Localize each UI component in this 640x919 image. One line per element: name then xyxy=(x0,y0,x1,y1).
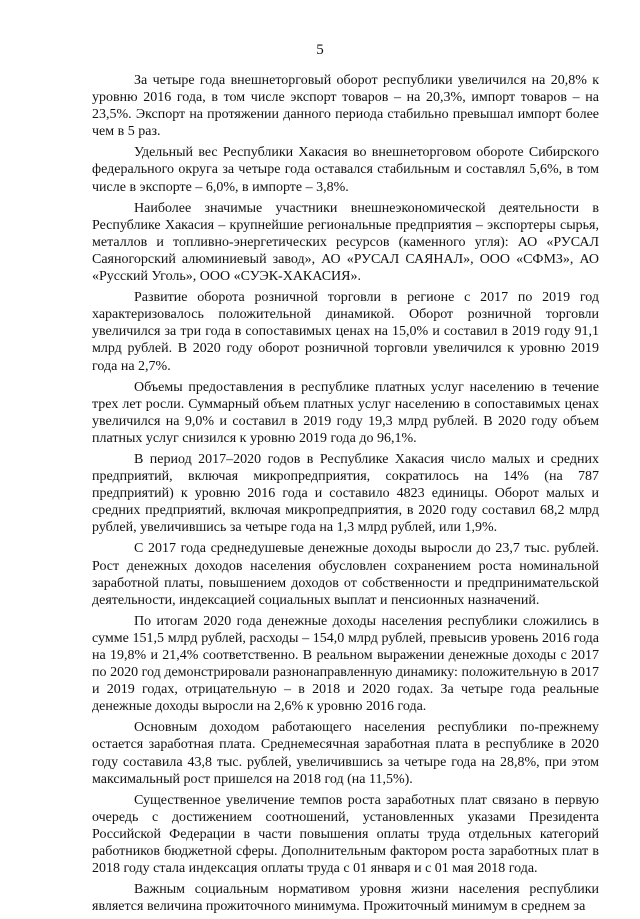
paragraph-paid-services: Объемы предоставления в республике платных услуг населению в течение трех лет росли. Суммарный объем платных услуг населению в сопоставимых ценах увеличился на 9,0% и составил в 2019 году 19,3 млрд рублей. В 2020 году объем платных услуг снизился к уровню 2019 года до 96,1%. xyxy=(92,379,599,446)
page-number: 5 xyxy=(316,42,324,58)
paragraph-retail-turnover: Развитие оборота розничной торговли в регионе с 2017 по 2019 год характеризовалось положительной динамикой. Оборот розничной торговли увеличился за три года в сопоставимых ценах на 15,0% и составил в 2019 году 91,1 млрд рублей. В 2020 году оборот розничной торговли увеличился к уровню 2019 года на 2,7%. xyxy=(92,290,599,374)
paragraph-foreign-trade-turnover: За четыре года внешнеторговый оборот республики увеличился на 20,8% к уровню 2016 года, в том числе экспорт товаров – на 20,3%, импорт товаров – на 23,5%. Экспорт на протяжении данного периода стабильно превышал импорт более чем в 5 раз. xyxy=(92,73,599,140)
paragraph-subsistence-minimum: Важным социальным нормативом уровня жизни населения республики является величина прожиточного минимума. Прожиточный минимум в среднем за xyxy=(92,882,599,915)
paragraph-income-2020: По итогам 2020 года денежные доходы населения республики сложились в сумме 151,5 млрд рублей, расходы – 154,0 млрд рублей, превысив уровень 2016 года на 19,8% и 21,4% соответственно. В реальном выражении денежные доходы с 2017 по 2020 год демонстрировали разнонаправленную динамику: положительную в 2017 и 2019 годах, отрицательную – в 2018 и 2020 годах. За четыре года реальные денежные доходы выросли на 2,6% к уровню 2016 года. xyxy=(92,613,599,715)
paragraph-key-participants: Наиболее значимые участники внешнеэкономической деятельности в Республике Хакасия – крупнейшие региональные предприятия – экспортеры сырья, металлов и топливно-энергетических ресурсов (каменного угля): АО «РУСАЛ Саяногорский алюминиевый завод», АО «РУСАЛ САЯНАЛ», ООО «СФМЗ», АО «Русский Уголь», ООО «СУЭК-ХАКАСИЯ». xyxy=(92,200,599,285)
paragraph-wages: Основным доходом работающего населения республики по-прежнему остается заработная плата. Среднемесячная заработная плата в республике в 2020 году составила 43,8 тыс. рублей, увеличившись за четыре года на 28,8%, при этом максимальный рост пришелся на 2018 год (на 11,5%). xyxy=(92,720,599,787)
paragraph-wage-growth: Существенное увеличение темпов роста заработных плат связано в первую очередь с достижением соотношений, установленных указами Президента Российской Федерации в части повышения оплаты труда отдельных категорий работников бюджетной сферы. Дополнительным фактором роста заработных плат в 2018 году стала индексация оплаты труда с 01 января и с 01 мая 2018 года. xyxy=(92,792,599,877)
paragraph-per-capita-income: С 2017 года среднедушевые денежные доходы выросли до 23,7 тыс. рублей. Рост денежных доходов населения обусловлен сохранением роста номинальной заработной платы, повышением доходов от собственности и предпринимательской деятельности, индексацией социальных выплат и пенсионных назначений. xyxy=(92,541,599,608)
body-text xyxy=(92,72,599,919)
paragraph-small-medium-business: В период 2017–2020 годов в Республике Хакасия число малых и средних предприятий, включая микропредприятия, сократилось на 14% (на 787 предприятий) к уровню 2016 года и составило 4823 единицы. Оборот малых и средних предприятий, включая микропредприятия, в 2020 году составил 68,2 млрд рублей, увеличившись за четыре года на 1,3 млрд рублей, или 1,9%. xyxy=(92,451,599,536)
paragraph-share-siberian-district: Удельный вес Республики Хакасия во внешнеторговом обороте Сибирского федерального округа за четыре года оставался стабильным и составлял 5,6%, в том числе в экспорте – 6,0%, в импорте – 3,8%. xyxy=(92,145,599,195)
